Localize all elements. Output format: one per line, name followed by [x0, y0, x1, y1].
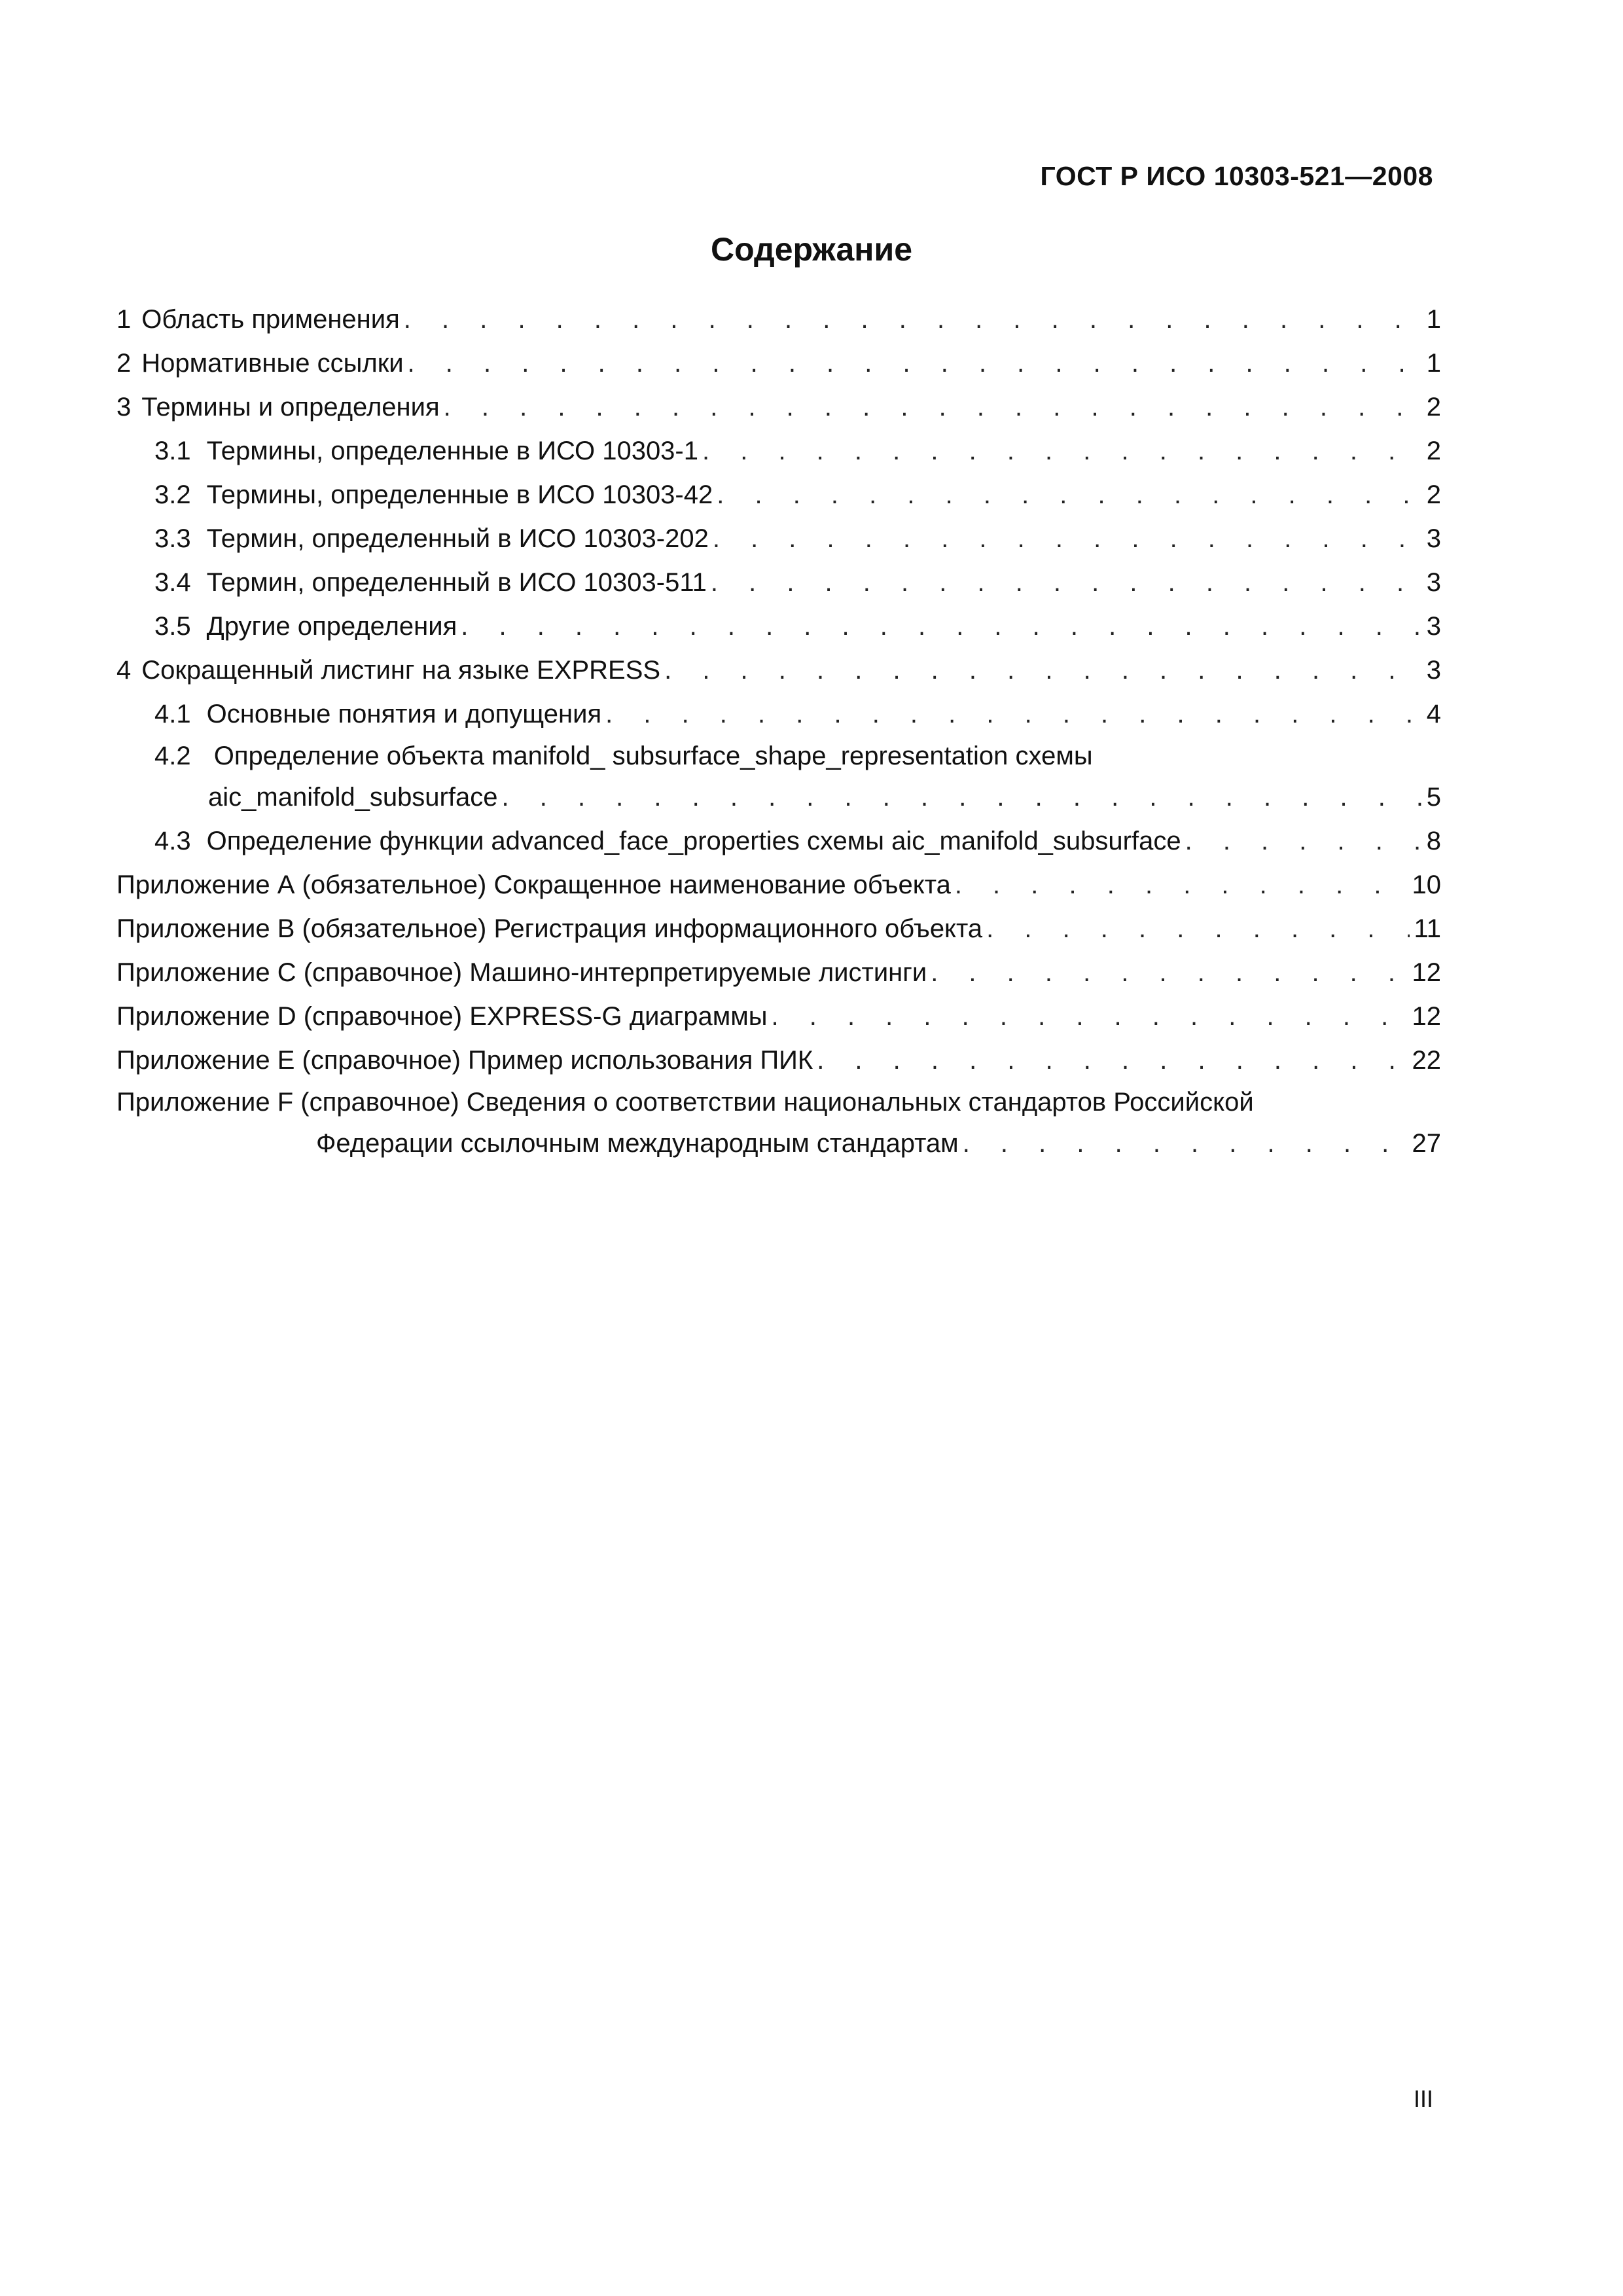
toc-entry-page: 2	[1426, 393, 1441, 422]
toc-entry-page: 1	[1426, 305, 1441, 334]
toc-entry-1[interactable]	[116, 298, 1441, 342]
toc-entry-number: 1	[116, 305, 132, 334]
toc-entry-page: 3	[1426, 656, 1441, 685]
toc-entry-title: Приложение В (обязательное) Регистрация информационного объекта	[116, 914, 983, 943]
toc-entry-number: 4.1	[154, 700, 191, 728]
toc-entry-number: 3.3	[154, 524, 191, 553]
dot-leader	[955, 863, 1408, 907]
toc-entry-title: Основные понятия и допущения	[206, 700, 602, 728]
toc-entry-title: Приложение F (справочное) Сведения о соответствии национальных стандартов Российской	[116, 1088, 1254, 1117]
toc-entry-title: Определение функции advanced_face_properties схемы aic_manifold_subsurface	[206, 827, 1181, 855]
toc-entry-title: Приложение А (обязательное) Сокращенное наименование объекта	[116, 870, 951, 899]
document-code-header: ГОСТ Р ИСО 10303-521—2008	[1040, 161, 1433, 191]
toc-entry-3-1[interactable]	[116, 429, 1441, 473]
toc-entry-title-continuation: Федерации ссылочным международным стандартам	[316, 1129, 959, 1158]
toc-entry-page: 27	[1412, 1129, 1441, 1158]
toc-entry-page: 2	[1426, 437, 1441, 465]
toc-entry-4[interactable]	[116, 649, 1441, 692]
dot-leader	[817, 1039, 1408, 1083]
toc-entry-title: Термины и определения	[141, 393, 440, 422]
toc-entry-title: Область применения	[141, 305, 400, 334]
toc-entry-title: Термин, определенный в ИСО 10303-202	[206, 524, 709, 553]
toc-entry-annex-d[interactable]	[116, 995, 1441, 1039]
toc-entry-annex-a[interactable]	[116, 863, 1441, 907]
dot-leader	[501, 776, 1421, 819]
toc-entry-page: 12	[1412, 1002, 1441, 1031]
toc-entry-title-continuation: aic_manifold_subsurface	[208, 783, 498, 812]
toc-entry-title: Термины, определенные в ИСО 10303-42	[206, 480, 713, 509]
dot-leader	[605, 692, 1421, 736]
toc-entry-number: 4.2	[154, 742, 191, 770]
toc-entry-page: 22	[1412, 1046, 1441, 1075]
toc-entry-page: 11	[1414, 914, 1441, 943]
toc-entry-title: Другие определения	[206, 612, 457, 641]
dot-leader	[963, 1122, 1408, 1166]
toc-entry-page: 10	[1412, 870, 1441, 899]
toc-entry-3-2[interactable]	[116, 473, 1441, 517]
toc-entry-number: 4	[116, 656, 132, 685]
dot-leader	[702, 429, 1421, 473]
toc-entry-title: Приложение С (справочное) Машино-интерпретируемые листинги	[116, 958, 927, 987]
toc-entry-title: Термины, определенные в ИСО 10303-1	[206, 437, 698, 465]
toc-entry-4-3[interactable]	[116, 819, 1441, 863]
toc-entry-number: 2	[116, 349, 132, 378]
toc-entry-title: Нормативные ссылки	[141, 349, 404, 378]
dot-leader	[986, 907, 1410, 951]
toc-entry-3-5[interactable]	[116, 605, 1441, 649]
dot-leader	[444, 386, 1421, 429]
toc-entry-title: Определение объекта manifold_ subsurface_shape_representation схемы	[213, 742, 1093, 770]
toc-entry-page: 1	[1426, 349, 1441, 378]
toc-entry-number: 3.1	[154, 437, 191, 465]
page-folio: III	[1413, 2085, 1433, 2112]
dot-leader	[717, 473, 1421, 517]
toc-entry-title: Приложение D (справочное) EXPRESS-G диаграммы	[116, 1002, 768, 1031]
toc-entry-title: Сокращенный листинг на языке EXPRESS	[141, 656, 661, 685]
toc-entry-number: 3.4	[154, 568, 191, 597]
dot-leader	[408, 342, 1421, 386]
toc-entry-3-3[interactable]	[116, 517, 1441, 561]
dot-leader	[931, 951, 1408, 995]
dot-leader	[772, 995, 1408, 1039]
toc-entry-page: 8	[1426, 827, 1441, 855]
toc-entry-annex-c[interactable]	[116, 951, 1441, 995]
toc-entry-4-1[interactable]	[116, 692, 1441, 736]
toc-entry-3[interactable]	[116, 386, 1441, 429]
dot-leader	[711, 561, 1421, 605]
toc-entry-number: 3	[116, 393, 132, 422]
toc-entry-2[interactable]	[116, 342, 1441, 386]
toc-entry-page: 5	[1426, 783, 1441, 812]
dot-leader	[461, 605, 1421, 649]
toc-entry-page: 3	[1426, 612, 1441, 641]
toc-entry-annex-e[interactable]	[116, 1039, 1441, 1083]
toc-entry-annex-b[interactable]	[116, 907, 1441, 951]
dot-leader	[1185, 819, 1421, 863]
toc-entry-annex-f[interactable]	[116, 1083, 1441, 1166]
toc-entry-number: 4.3	[154, 827, 191, 855]
toc-entry-title: Приложение Е (справочное) Пример использования ПИК	[116, 1046, 813, 1075]
toc-entry-3-4[interactable]	[116, 561, 1441, 605]
toc-entry-page: 4	[1426, 700, 1441, 728]
toc-entry-page: 3	[1426, 524, 1441, 553]
dot-leader	[404, 298, 1421, 342]
dot-leader	[713, 517, 1421, 561]
toc-entry-page: 3	[1426, 568, 1441, 597]
toc-entry-page: 12	[1412, 958, 1441, 987]
toc-entry-page: 2	[1426, 480, 1441, 509]
toc-title: Содержание	[710, 231, 913, 268]
toc-entry-title: Термин, определенный в ИСО 10303-511	[206, 568, 707, 597]
toc-entry-4-2[interactable]	[116, 736, 1441, 819]
table-of-contents	[116, 298, 1441, 1166]
dot-leader	[664, 649, 1421, 692]
toc-entry-number: 3.5	[154, 612, 191, 641]
toc-entry-number: 3.2	[154, 480, 191, 509]
